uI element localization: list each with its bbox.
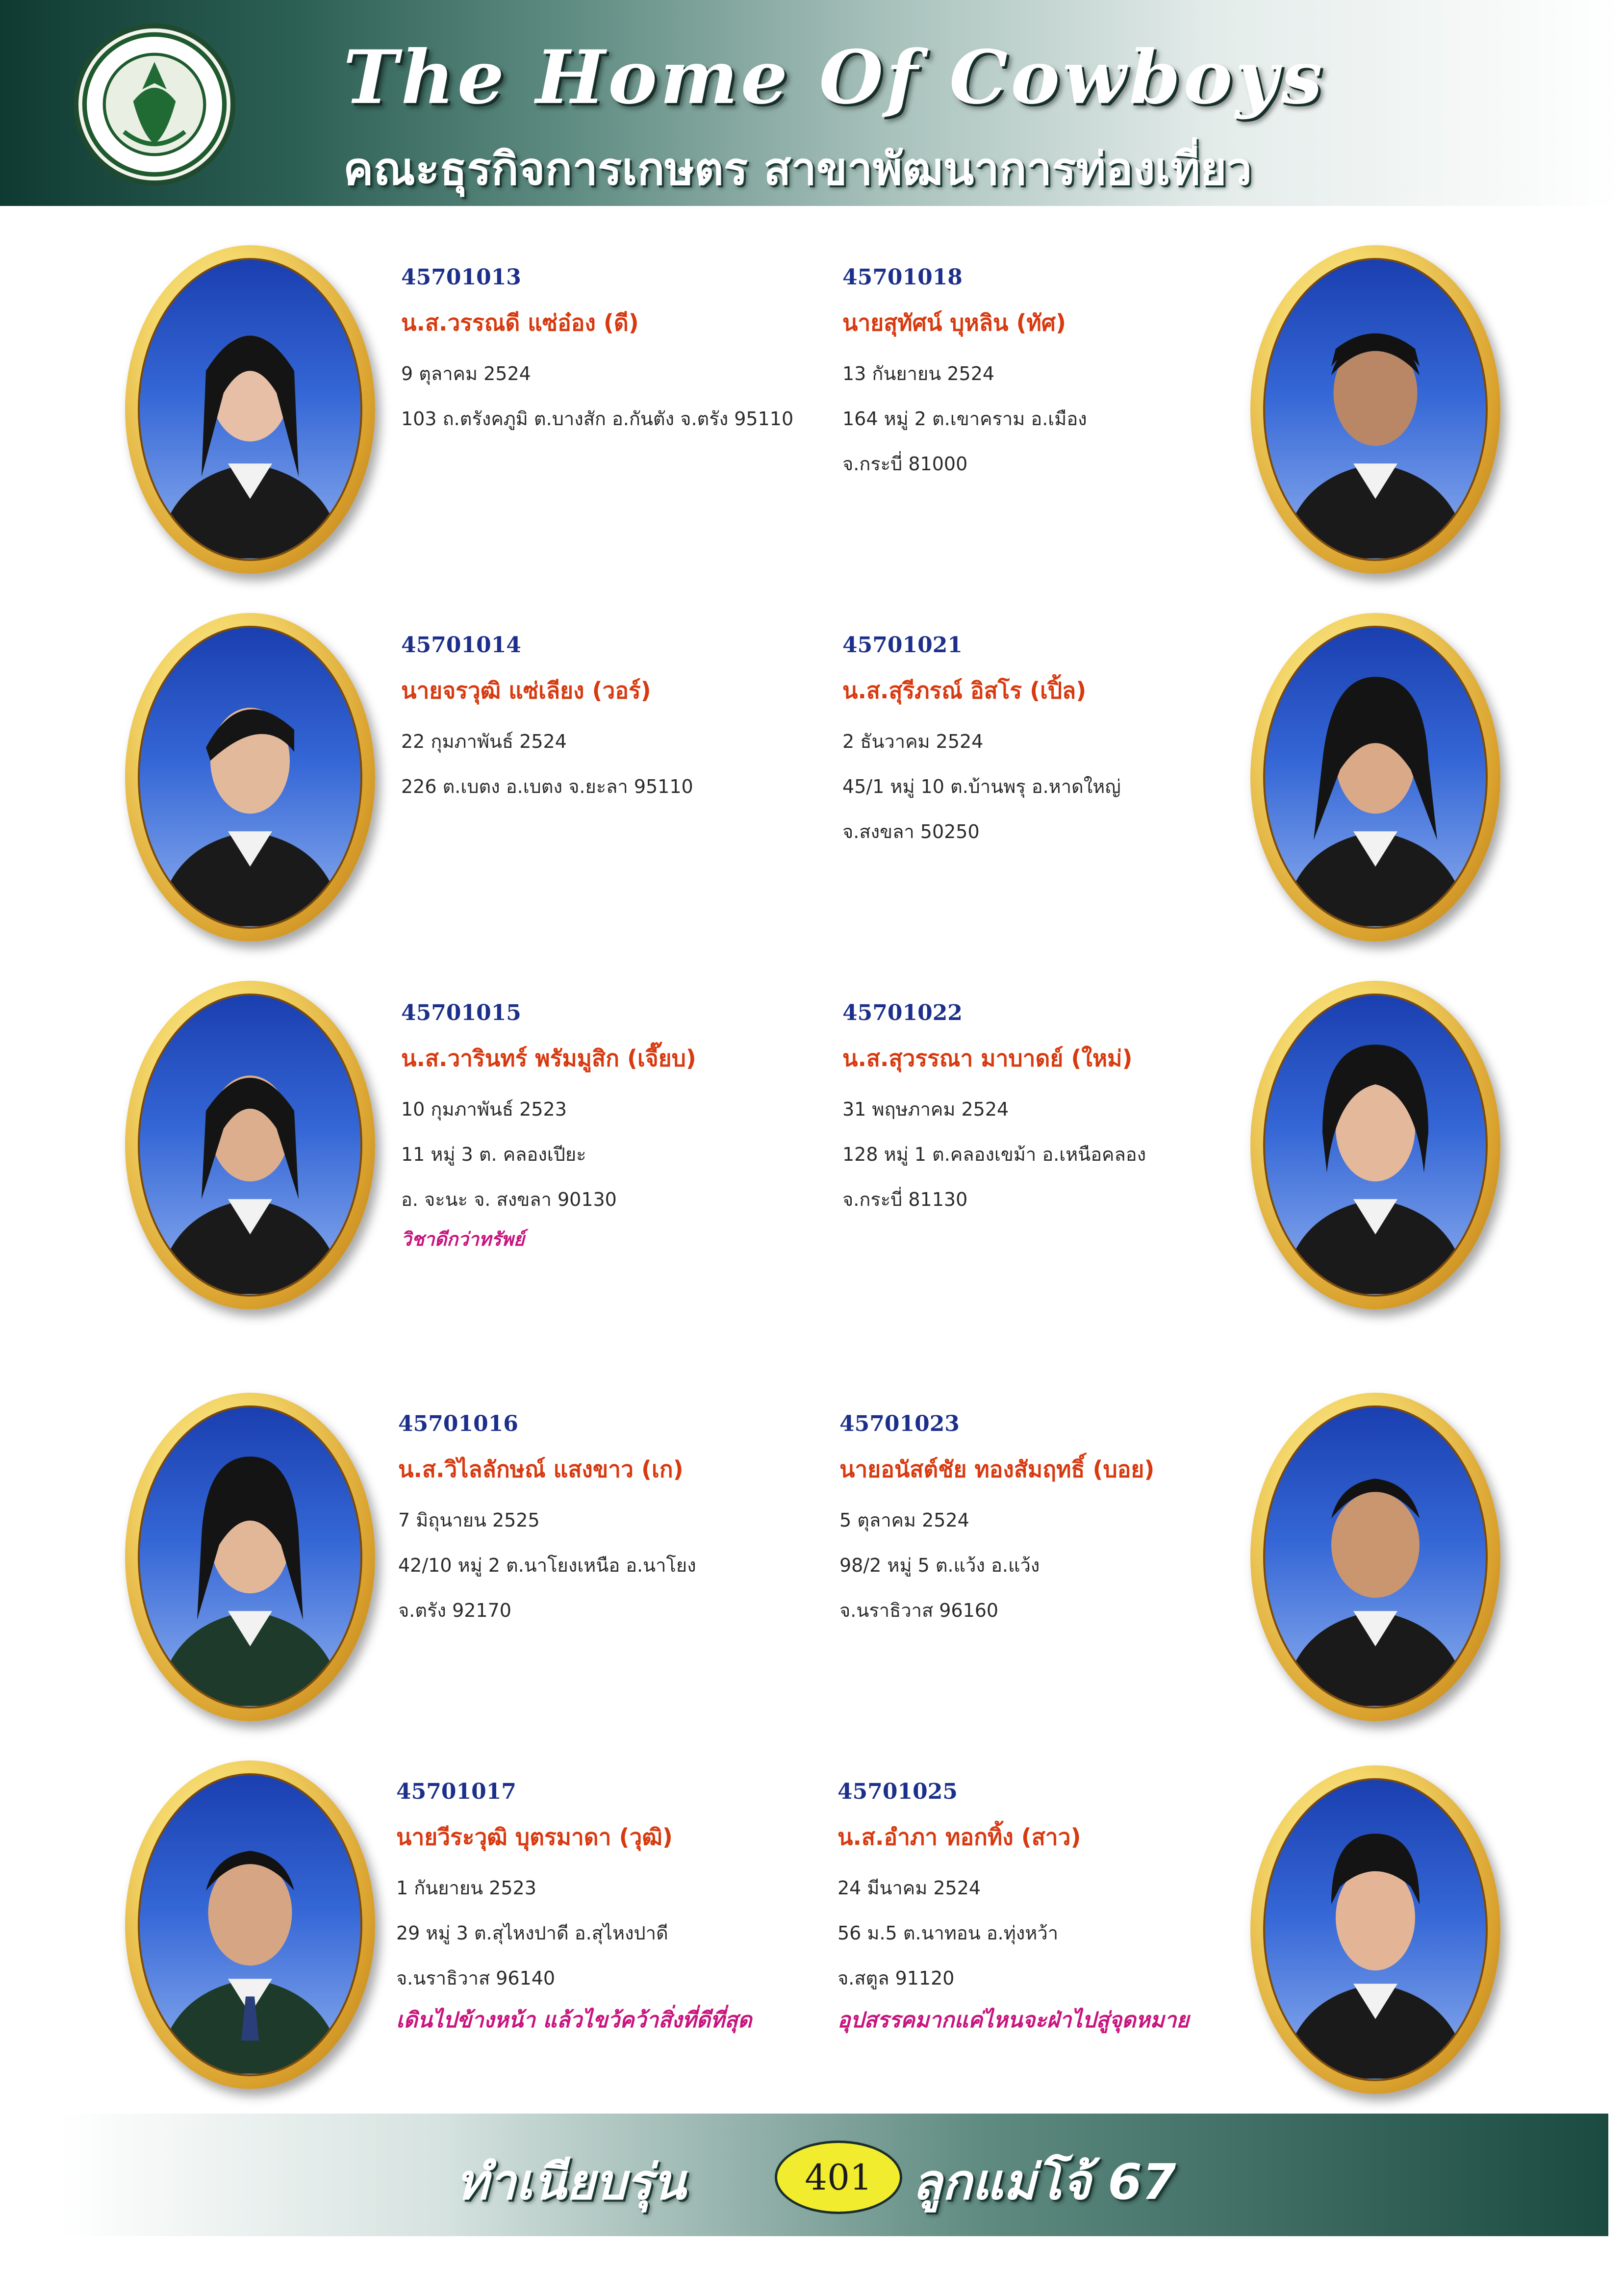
student-photo [1250,1765,1500,2094]
student-address-line: อ. จะนะ จ. สงขลา 90130 [401,1189,617,1210]
student-birthdate: 9 ตุลาคม 2524 [401,363,531,384]
student-id: 45701014 [401,633,521,658]
student-photo [125,981,375,1309]
student-name: นายวีระวุฒิ บุตรมาดา (วุฒิ) [396,1824,673,1850]
student-birthdate: 24 มีนาคม 2524 [837,1877,981,1899]
student-address-line: จ.สตูล 91120 [837,1967,955,1989]
student-address-line: จ.สงขลา 50250 [842,821,980,842]
student-photo [1250,613,1500,942]
student-birthdate: 31 พฤษภาคม 2524 [842,1098,1009,1120]
student-address-line: 128 หมู่ 1 ต.คลองเขม้า อ.เหนือคลอง [842,1144,1146,1165]
student-address-line: 56 ม.5 ต.นาทอน อ.ทุ่งหว้า [837,1922,1059,1944]
student-photo [125,1760,375,2089]
student-motto: วิชาดีกว่าทรัพย์ [401,1228,525,1250]
student-birthdate: 7 มิถุนายน 2525 [398,1509,540,1531]
student-birthdate: 13 กันยายน 2524 [842,363,995,384]
student-address-line: 11 หมู่ 3 ต. คลองเปียะ [401,1144,586,1165]
student-birthdate: 1 กันยายน 2523 [396,1877,536,1899]
student-name: น.ส.วารินทร์ พรัมมูสิก (เจี๊ยบ) [401,1045,696,1071]
student-id: 45701017 [396,1779,516,1804]
student-entry [839,1410,1251,1633]
student-entry [401,999,813,1256]
student-entry [398,1410,810,1633]
student-name: น.ส.วิไลลักษณ์ แสงขาว (เก) [398,1456,684,1482]
student-address-line: จ.กระบี่ 81000 [842,453,968,475]
footer-class-label: ลูกแม่โจ้ 67 [912,2153,1176,2211]
student-photo [1250,1393,1500,1721]
student-name: น.ส.อำภา ทอกทิ้ง (สาว) [837,1824,1081,1850]
student-entry [842,264,1254,486]
student-id: 45701021 [842,633,963,658]
student-entry [842,999,1254,1222]
student-address-line: 164 หมู่ 2 ต.เขาคราม อ.เมือง [842,408,1087,430]
student-address-line: 226 ต.เบตง อ.เบตง จ.ยะลา 95110 [401,776,693,797]
student-photo [125,1393,375,1721]
student-name: นายอนัสต์ชัย ทองสัมฤทธิ์ (บอย) [839,1456,1155,1482]
student-photo [1250,981,1500,1309]
student-birthdate: 22 กุมภาพันธ์ 2524 [401,731,567,752]
student-birthdate: 2 ธันวาคม 2524 [842,731,984,752]
student-name: นายสุทัศน์ บุหลิน (ทัศ) [842,309,1066,336]
student-entry [401,264,813,441]
university-logo [74,24,235,185]
student-motto: อุปสรรคมากแค่ไหนจะฝ่าไปสู่จุดหมาย [837,2008,1189,2033]
student-id: 45701016 [398,1411,518,1436]
student-entry [396,1778,808,2040]
student-address-line: 29 หมู่ 3 ต.สุไหงปาดี อ.สุไหงปาดี [396,1922,668,1944]
page-title: The Home Of Cowboys [343,34,1325,121]
student-address-line: จ.นราธิวาส 96140 [396,1967,556,1989]
student-id: 45701023 [839,1411,960,1436]
student-id: 45701022 [842,1000,963,1025]
student-motto: เดินไปข้างหน้า แล้วไขว้คว้าสิ่งที่ดีที่สุด [396,2008,752,2033]
student-name: นายจรวุฒิ แซ่เลียง (วอร์) [401,677,651,704]
student-id: 45701025 [837,1779,958,1804]
student-photo [125,613,375,942]
student-photo [125,245,375,574]
page-number: 401 [775,2141,902,2214]
footer-yearbook-label: ทำเนียบรุ่น [456,2153,686,2211]
student-address-line: 98/2 หมู่ 5 ต.แว้ง อ.แว้ง [839,1555,1040,1576]
student-name: น.ส.สุวรรณา มาบาดย์ (ใหม่) [842,1045,1133,1071]
student-name: น.ส.วรรณดี แซ่อ๋อง (ดี) [401,309,639,336]
page-subtitle: คณะธุรกิจการเกษตร สาขาพัฒนาการท่องเที่ยว [343,143,1252,195]
student-birthdate: 5 ตุลาคม 2524 [839,1509,969,1531]
student-address-line: จ.กระบี่ 81130 [842,1189,968,1210]
student-id: 45701013 [401,265,521,290]
student-address-line: 45/1 หมู่ 10 ต.บ้านพรุ อ.หาดใหญ่ [842,776,1121,797]
student-address-line: จ.นราธิวาส 96160 [839,1600,999,1621]
student-photo [1250,245,1500,574]
student-id: 45701015 [401,1000,521,1025]
student-name: น.ส.สุรีภรณ์ อิสโร (เปิ้ล) [842,677,1087,704]
student-entry [837,1778,1249,2040]
student-birthdate: 10 กุมภาพันธ์ 2523 [401,1098,567,1120]
student-entry [842,632,1254,854]
student-address-line: 103 ถ.ตรังคภูมิ ต.บางสัก อ.กันตัง จ.ตรัง 95110 [401,408,794,430]
student-address-line: 42/10 หมู่ 2 ต.นาโยงเหนือ อ.นาโยง [398,1555,696,1576]
student-entry [401,632,813,809]
student-address-line: จ.ตรัง 92170 [398,1600,511,1621]
student-id: 45701018 [842,265,963,290]
